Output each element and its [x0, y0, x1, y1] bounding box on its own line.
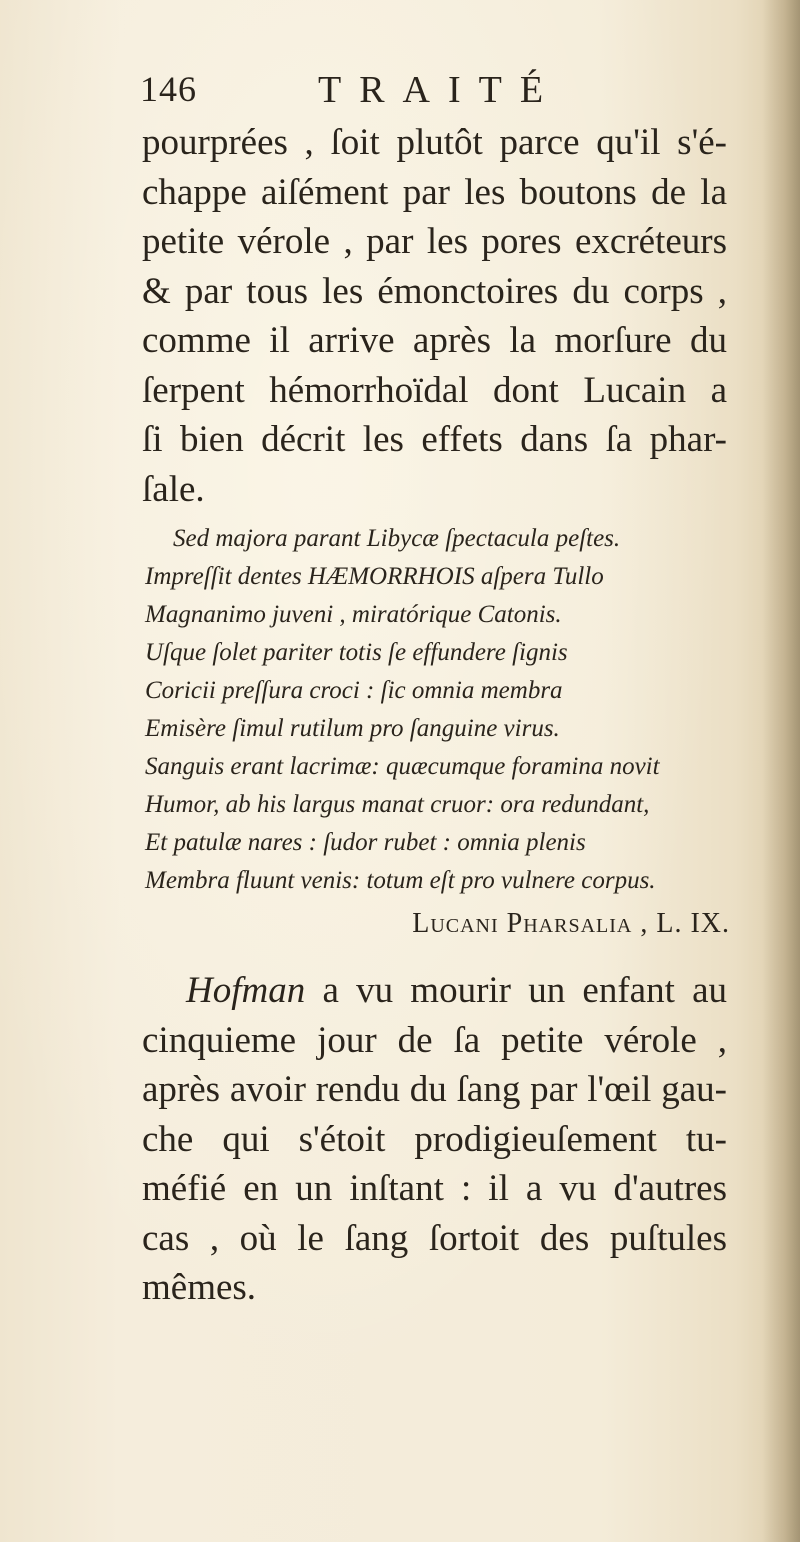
text-fragment: a vu mourir un enfant au: [305, 970, 727, 1011]
paragraph-1: [142, 118, 727, 514]
paragraph-2: [142, 966, 727, 1313]
quotation-citation: Lucani Pharsalia , L. IX.: [412, 908, 730, 939]
verse-line: Uſque ſolet pariter totis ſe effundere ſignis: [145, 639, 568, 666]
verse-line: Emisère ſimul rutilum pro ſanguine virus.: [145, 715, 560, 742]
author-name: Hofman: [186, 970, 306, 1011]
text-line: mêmes.: [142, 1267, 257, 1308]
verse-line: Magnanimo juveni , miratórique Catonis.: [145, 601, 562, 628]
text-line: ſi bien décrit les effets dans ſa phar-: [142, 419, 727, 460]
page-number: 146: [140, 69, 197, 109]
verse-line: Sanguis erant lacrimæ: quæcumque foramina novit: [145, 753, 660, 780]
text-line: cas , où le ſang ſortoit des puſtules: [142, 1217, 727, 1259]
text-line: [142, 966, 727, 1016]
verse-line: Sed majora parant Libycæ ſpectacula peſtes.: [173, 525, 621, 552]
verse-line: Membra fluunt venis: totum eſt pro vulnere corpus.: [145, 867, 656, 894]
running-title: TRAITÉ: [318, 69, 562, 111]
text-line: & par tous les émonctoires du corps ,: [142, 270, 727, 312]
text-line: petite vérole , par les pores excréteurs: [142, 221, 727, 262]
text-line: ſerpent hémorrhoïdal dont Lucain a: [142, 369, 727, 411]
text-line: ſale.: [142, 468, 205, 510]
text-line: après avoir rendu du ſang par l'œil gau-: [142, 1069, 727, 1110]
verse-line: Coricii preſſura croci : ſic omnia membra: [145, 677, 563, 704]
verse-line: Impreſſit dentes HÆMORRHOIS aſpera Tullo: [145, 563, 604, 590]
running-head: [140, 68, 700, 118]
text-line: che qui s'étoit prodigieuſement tu-: [142, 1118, 727, 1160]
text-line: chappe aiſément par les boutons de la: [142, 171, 727, 213]
text-line: méfié en un inſtant : il a vu d'autres: [142, 1168, 727, 1209]
verse-line: Et patulæ nares : ſudor rubet : omnia plenis: [145, 829, 586, 856]
text-line: cinquieme jour de ſa petite vérole ,: [142, 1019, 727, 1061]
text-line: comme il arrive après la morſure du: [142, 320, 727, 361]
latin-quotation: [145, 520, 725, 900]
text-line: pourprées , ſoit plutôt parce qu'il s'é-: [142, 122, 727, 163]
verse-line: Humor, ab his largus manat cruor: ora redundant,: [145, 791, 650, 818]
